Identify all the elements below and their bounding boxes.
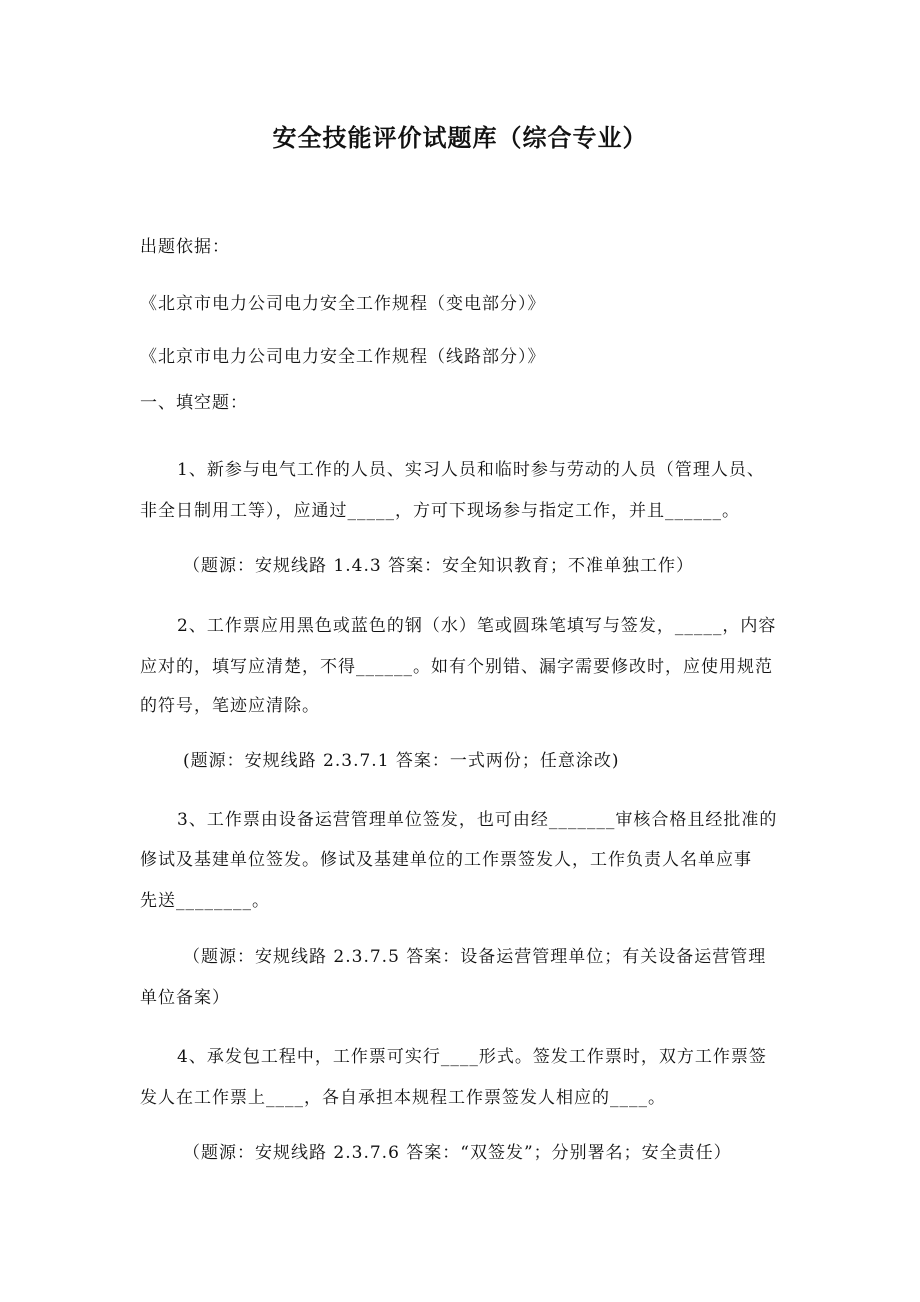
question-2-line-2: 应对的，填写应清楚，不得______。如有个别错、漏字需要修改时，应使用规范 [140,657,773,677]
question-4-line-1: 4、承发包工程中，工作票可实行____形式。签发工作票时，双方工作票签 [177,1047,767,1067]
basis-label: 出题依据： [140,237,230,257]
basis-item: 《北京市电力公司电力安全工作规程（变电部分）》 [140,294,546,314]
question-3-source-line-2: 单位备案） [140,988,230,1008]
question-3-source-line-1: （题源：安规线路 2.3.7.5 答案：设备运营管理单位；有关设备运营管理 [183,947,767,967]
question-2-line-3: 的符号，笔迹应清除。 [140,696,320,716]
question-1-source: （题源：安规线路 1.4.3 答案：安全知识教育；不准单独工作） [183,556,695,576]
basis-item: 《北京市电力公司电力安全工作规程（线路部分）》 [140,347,546,367]
question-3-line-2: 修试及基建单位签发。修试及基建单位的工作票签发人，工作负责人名单应事 [140,850,752,870]
question-1-line-1: 1、新参与电气工作的人员、实习人员和临时参与劳动的人员（管理人员、 [177,460,765,480]
question-3-line-3: 先送________。 [140,891,270,911]
question-4-line-2: 发人在工作票上____，各自承担本规程工作票签发人相应的____。 [140,1088,666,1108]
question-2-source: (题源：安规线路 2.3.7.1 答案：一式两份；任意涂改) [183,751,620,771]
document-title: 安全技能评价试题库（综合专业） [272,123,648,152]
section-heading: 一、填空题： [140,393,248,413]
question-2-line-1: 2、工作票应用黑色或蓝色的钢（水）笔或圆珠笔填写与签发，_____，内容 [177,616,777,636]
question-1-line-2: 非全日制用工等），应通过_____，方可下现场参与指定工作，并且______。 [140,501,740,521]
question-4-source: （题源：安规线路 2.3.7.6 答案：“双签发”；分别署名；安全责任） [183,1143,732,1163]
question-3-line-1: 3、工作票由设备运营管理单位签发，也可由经_______审核合格且经批准的 [177,810,778,830]
